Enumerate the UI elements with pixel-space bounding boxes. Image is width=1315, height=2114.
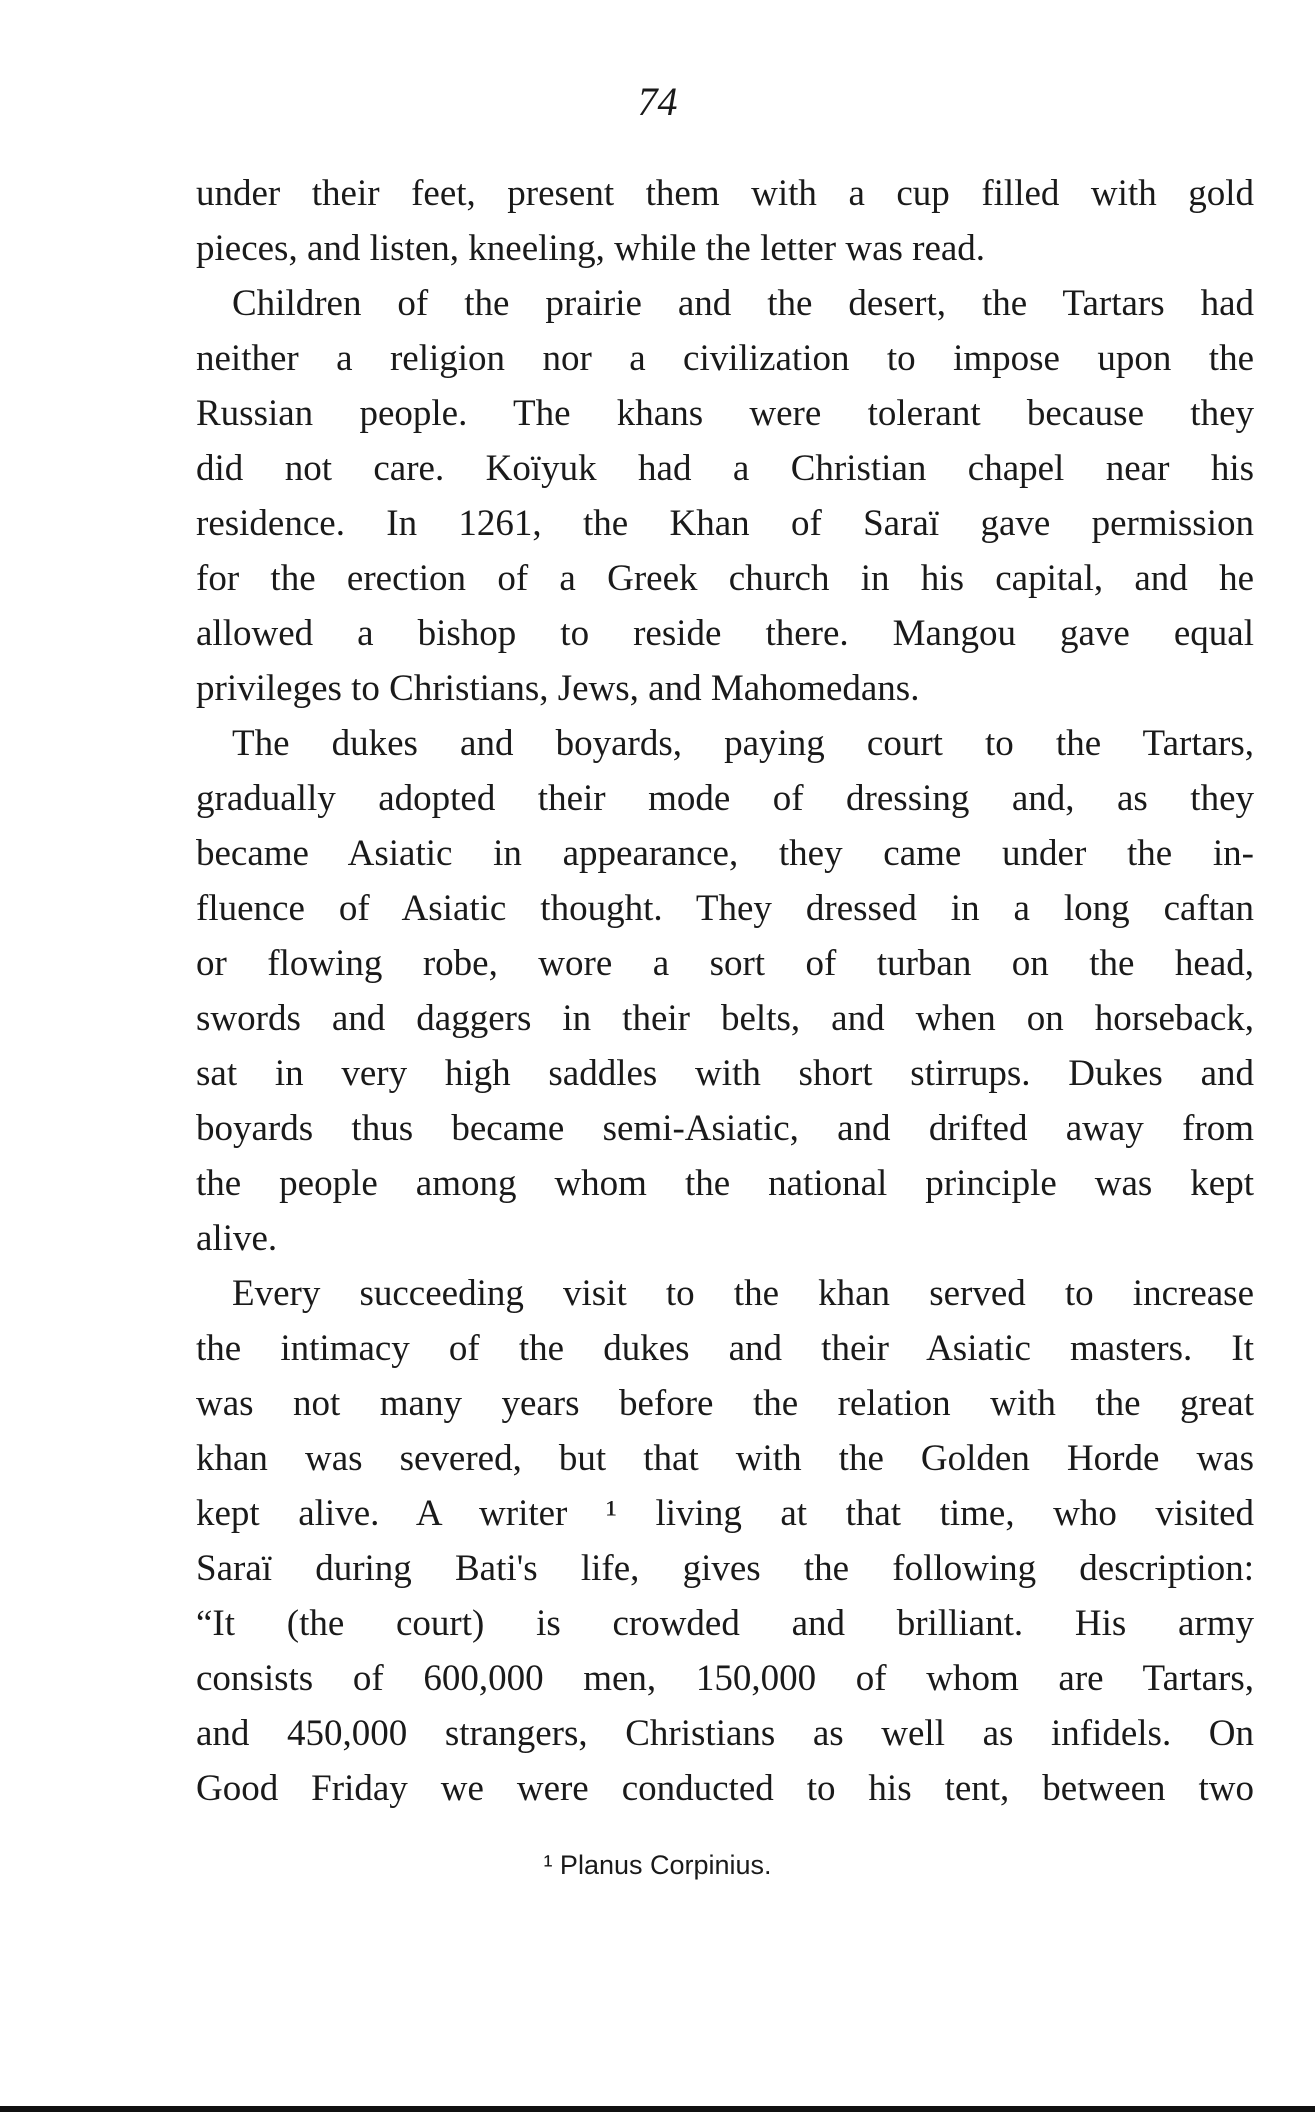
text-line: the intimacy of the dukes and their Asiatic masters. It — [196, 1328, 1254, 1369]
text-line: neither a religion nor a civilization to impose upon the — [196, 338, 1254, 379]
text-line: the people among whom the national principle was kept — [196, 1163, 1254, 1204]
text-line: pieces, and listen, kneeling, while the letter was read. — [196, 228, 986, 269]
text-line: did not care. Koïyuk had a Christian chapel near his — [196, 448, 1254, 489]
text-line: residence. In 1261, the Khan of Saraï gave permission — [196, 503, 1254, 544]
text-line: Children of the prairie and the desert, the Tartars had — [232, 283, 1254, 324]
footnote: ¹ Planus Corpinius. — [543, 1850, 772, 1880]
text-line: and 450,000 strangers, Christians as well as infidels. On — [196, 1713, 1254, 1754]
text-line: Russian people. The khans were tolerant because they — [196, 393, 1254, 434]
text-line: Every succeeding visit to the khan served to increase — [232, 1273, 1254, 1314]
text-line: was not many years before the relation with the great — [196, 1383, 1254, 1424]
text-line: Saraï during Bati's life, gives the following description: — [196, 1548, 1254, 1589]
text-line: khan was severed, but that with the Golden Horde was — [196, 1438, 1254, 1479]
text-line: gradually adopted their mode of dressing and, as they — [196, 778, 1254, 819]
text-line: sat in very high saddles with short stirrups. Dukes and — [196, 1053, 1254, 1094]
text-line: alive. — [196, 1218, 278, 1259]
text-line: boyards thus became semi-Asiatic, and drifted away from — [196, 1108, 1254, 1149]
body-text — [196, 166, 1254, 1816]
text-line: swords and daggers in their belts, and when on horseback, — [196, 998, 1254, 1039]
text-line: fluence of Asiatic thought. They dressed in a long caftan — [196, 888, 1254, 929]
text-line: for the erection of a Greek church in his capital, and he — [196, 558, 1254, 599]
text-line: privileges to Christians, Jews, and Mahomedans. — [196, 668, 920, 709]
text-line: under their feet, present them with a cup filled with gold — [196, 173, 1254, 214]
text-line: Good Friday we were conducted to his tent, between two — [196, 1768, 1254, 1809]
text-line: became Asiatic in appearance, they came under the in- — [196, 833, 1254, 874]
bottom-edge-rule — [0, 2106, 1315, 2112]
page-number: 74 — [637, 79, 678, 124]
text-line: kept alive. A writer ¹ living at that time, who visited — [196, 1493, 1254, 1534]
text-line: or flowing robe, wore a sort of turban on the head, — [196, 943, 1254, 984]
text-line: “It (the court) is crowded and brilliant. His army — [196, 1603, 1254, 1644]
text-line: The dukes and boyards, paying court to the Tartars, — [232, 723, 1254, 764]
text-line: allowed a bishop to reside there. Mangou gave equal — [196, 613, 1254, 654]
text-line: consists of 600,000 men, 150,000 of whom are Tartars, — [196, 1658, 1254, 1699]
